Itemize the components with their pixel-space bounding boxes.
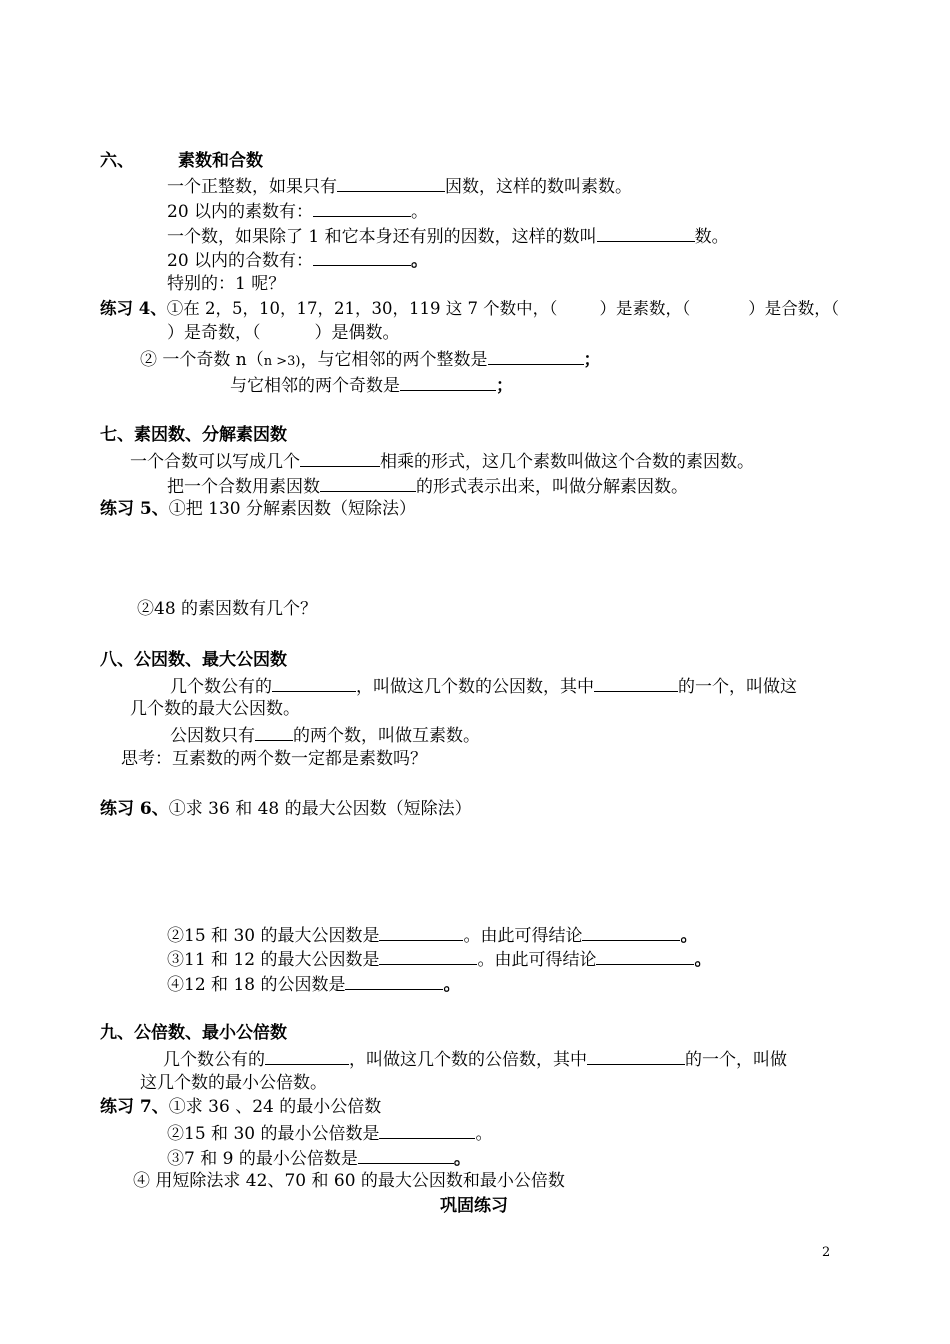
lcm-definition-cont: 这几个数的最小公倍数。 [140, 1073, 327, 1093]
answer-blank[interactable] [400, 373, 496, 391]
answer-blank[interactable] [300, 449, 380, 467]
answer-blank[interactable] [582, 923, 680, 941]
gcd-definition-cont: 几个数的最大公因数。 [130, 699, 300, 719]
prime-definition: 一个正整数，如果只有 因数，这样的数叫素数。 [167, 174, 632, 198]
answer-blank[interactable] [488, 347, 584, 365]
exercise-label: 练习 7、 [100, 1097, 169, 1117]
composite-definition: 一个数，如果除了 1 和它本身还有别的因数，这样的数叫 数。 [167, 224, 729, 248]
exercise-6-q1: 练习 6、①求 36 和 48 的最大公因数（短除法） [100, 799, 472, 819]
exercise-6-q2: ②15 和 30 的最大公因数是 。由此可得结论 。 [167, 923, 697, 947]
answer-blank[interactable] [345, 972, 443, 990]
answer-blank[interactable] [358, 1146, 454, 1164]
exercise-7-q2: ②15 和 30 的最小公倍数是 。 [167, 1121, 492, 1145]
special-case-note: 特别的：1 呢？ [167, 274, 286, 294]
section-6-heading [100, 150, 263, 172]
answer-blank[interactable] [320, 474, 416, 492]
section-number: 六、 [100, 151, 134, 171]
exercise-7-q3: ③7 和 9 的最小公倍数是 。 [167, 1146, 471, 1170]
common-factor-definition: 几个数公有的 ，叫做这几个数的公因数，其中 的一个，叫做这 [170, 674, 797, 698]
exercise-6-q4: ④12 和 18 的公因数是 。 [167, 972, 460, 996]
answer-blank[interactable] [272, 674, 356, 692]
section-7-heading: 七、素因数、分解素因数 [100, 425, 287, 445]
answer-blank[interactable] [337, 174, 445, 192]
exercise-7-q1: 练习 7、①求 36 、24 的最小公倍数 [100, 1097, 382, 1117]
prime-factor-definition: 一个合数可以写成几个 相乘的形式，这几个素数叫做这个合数的素因数。 [130, 449, 754, 473]
think-question: 思考：互素数的两个数一定都是素数吗？ [121, 749, 427, 769]
exercise-6-q3: ③11 和 12 的最大公因数是 。由此可得结论 。 [167, 947, 711, 971]
primes-under-20: 20 以内的素数有： 。 [167, 199, 428, 223]
answer-blank[interactable] [255, 723, 293, 741]
page-number: 2 [822, 1245, 831, 1260]
answer-blank[interactable] [379, 1121, 475, 1139]
section-title: 素数和合数 [178, 151, 263, 171]
exercise-5-q1: 练习 5、①把 130 分解素因数（短除法） [100, 499, 417, 519]
exercise-7-q4: ④ 用短除法求 42、70 和 60 的最大公因数和最小公倍数 [133, 1171, 565, 1191]
common-multiple-definition: 几个数公有的 ，叫做这几个数的公倍数，其中 的一个，叫做 [163, 1047, 787, 1071]
section-8-heading: 八、公因数、最大公因数 [100, 650, 287, 670]
exercise-label: 练习 5、 [100, 499, 169, 519]
exercise-4-q3: 与它相邻的两个奇数是 ； [230, 373, 513, 397]
composites-under-20: 20 以内的合数有： 。 [167, 248, 428, 272]
exercise-4-q1-cont: ）是奇数，（ ）是偶数。 [167, 323, 400, 343]
answer-blank[interactable] [313, 199, 411, 217]
section-9-heading: 九、公倍数、最小公倍数 [100, 1023, 287, 1043]
exercise-label: 练习 6、 [100, 799, 169, 819]
coprime-definition: 公因数只有 的两个数，叫做互素数。 [170, 723, 480, 747]
exercise-5-q2: ②48 的素因数有几个？ [137, 599, 318, 619]
answer-blank[interactable] [379, 923, 463, 941]
answer-blank[interactable] [587, 1047, 685, 1065]
factorization-definition: 把一个合数用素因数 的形式表示出来，叫做分解素因数。 [167, 474, 688, 498]
answer-blank[interactable] [597, 224, 695, 242]
consolidation-heading: 巩固练习 [440, 1196, 508, 1216]
answer-blank[interactable] [313, 248, 411, 266]
answer-blank[interactable] [594, 674, 678, 692]
exercise-label: 练习 4、 [100, 299, 167, 318]
answer-blank[interactable] [265, 1047, 349, 1065]
answer-blank[interactable] [379, 947, 477, 965]
exercise-4-q1: 练习 4、①在 2，5，10，17，21，30，119 这 7 个数中，（ ）是素数，（ ）是合数，（ [100, 299, 839, 318]
exercise-4-q2: ② 一个奇数 n（n >3)，与它相邻的两个整数是 ； [140, 347, 601, 373]
answer-blank[interactable] [596, 947, 694, 965]
